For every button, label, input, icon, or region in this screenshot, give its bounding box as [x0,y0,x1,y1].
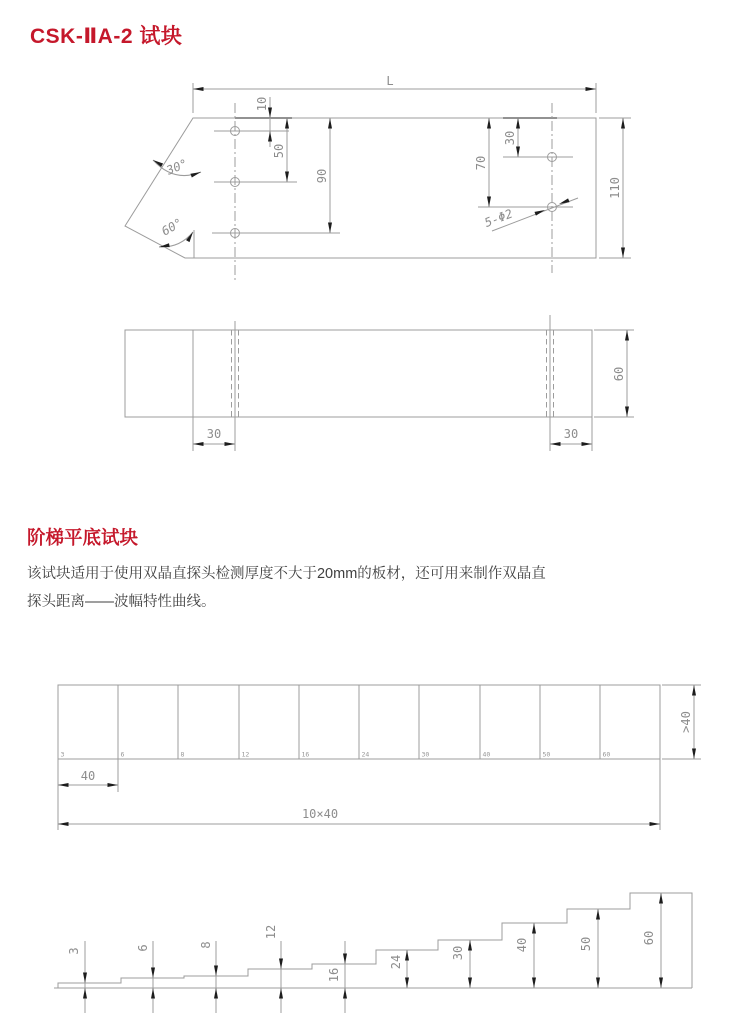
step-dim-label: 30 [451,945,465,961]
cell-label: 12 [241,750,250,759]
drawing-step-block-profile [54,893,692,1013]
dim-label-110: 110 [608,177,622,199]
step-dim-label: 50 [579,936,593,952]
page-title: CSK-ⅡA-2 试块 [30,25,183,48]
dim-label-30-right: 30 [563,427,579,441]
drawing-csk-top-view [125,74,631,281]
cell-label: 30 [421,750,430,759]
step-dim-label: 16 [327,967,341,983]
cell-label: 40 [482,750,491,759]
dim-label-30-left: 30 [206,427,222,441]
dim-label-30: 30 [503,130,517,146]
dim-label-60: 60 [612,366,626,382]
dim-label-90: 90 [315,168,329,184]
drawing-step-block-top-view [58,685,701,830]
dim-label-10: 10 [255,96,269,112]
step-dim-label: 12 [264,924,278,940]
step-dim-label: 8 [199,941,213,949]
cell-label: 16 [301,750,310,759]
dim-label-40: 40 [80,769,96,783]
cell-label: 6 [120,750,125,759]
angle-label-60: 60° [159,215,185,239]
section-description [27,560,727,616]
step-dim-label: 6 [136,944,150,952]
cell-label: 50 [542,750,551,759]
dim-label-total: 10×40 [301,807,339,821]
drawing-csk-side-view [125,315,634,451]
cell-label: 3 [60,750,65,759]
cell-label: 60 [602,750,611,759]
cell-label: 24 [361,750,370,759]
step-dim-label: 40 [515,937,529,953]
step-dim-label: 60 [642,930,656,946]
cell-label: 8 [180,750,185,759]
step-dim-label: 3 [67,947,81,955]
description-line-2: 探头距离——波幅特性曲线。 [27,594,216,610]
dim-label-width: >40 [679,711,693,733]
dim-label-50: 50 [272,143,286,159]
holes-callout: 5-Φ2 [482,206,515,230]
dim-label-L: L [386,74,394,88]
step-dim-label: 24 [389,954,403,970]
dim-label-70: 70 [474,155,488,171]
section-heading: 阶梯平底试块 [27,527,139,548]
angle-label-30: 30° [164,156,190,178]
description-line-1: 该试块适用于使用双晶直探头检测厚度不大于20mm的板材，还可用来制作双晶直 [27,566,546,582]
